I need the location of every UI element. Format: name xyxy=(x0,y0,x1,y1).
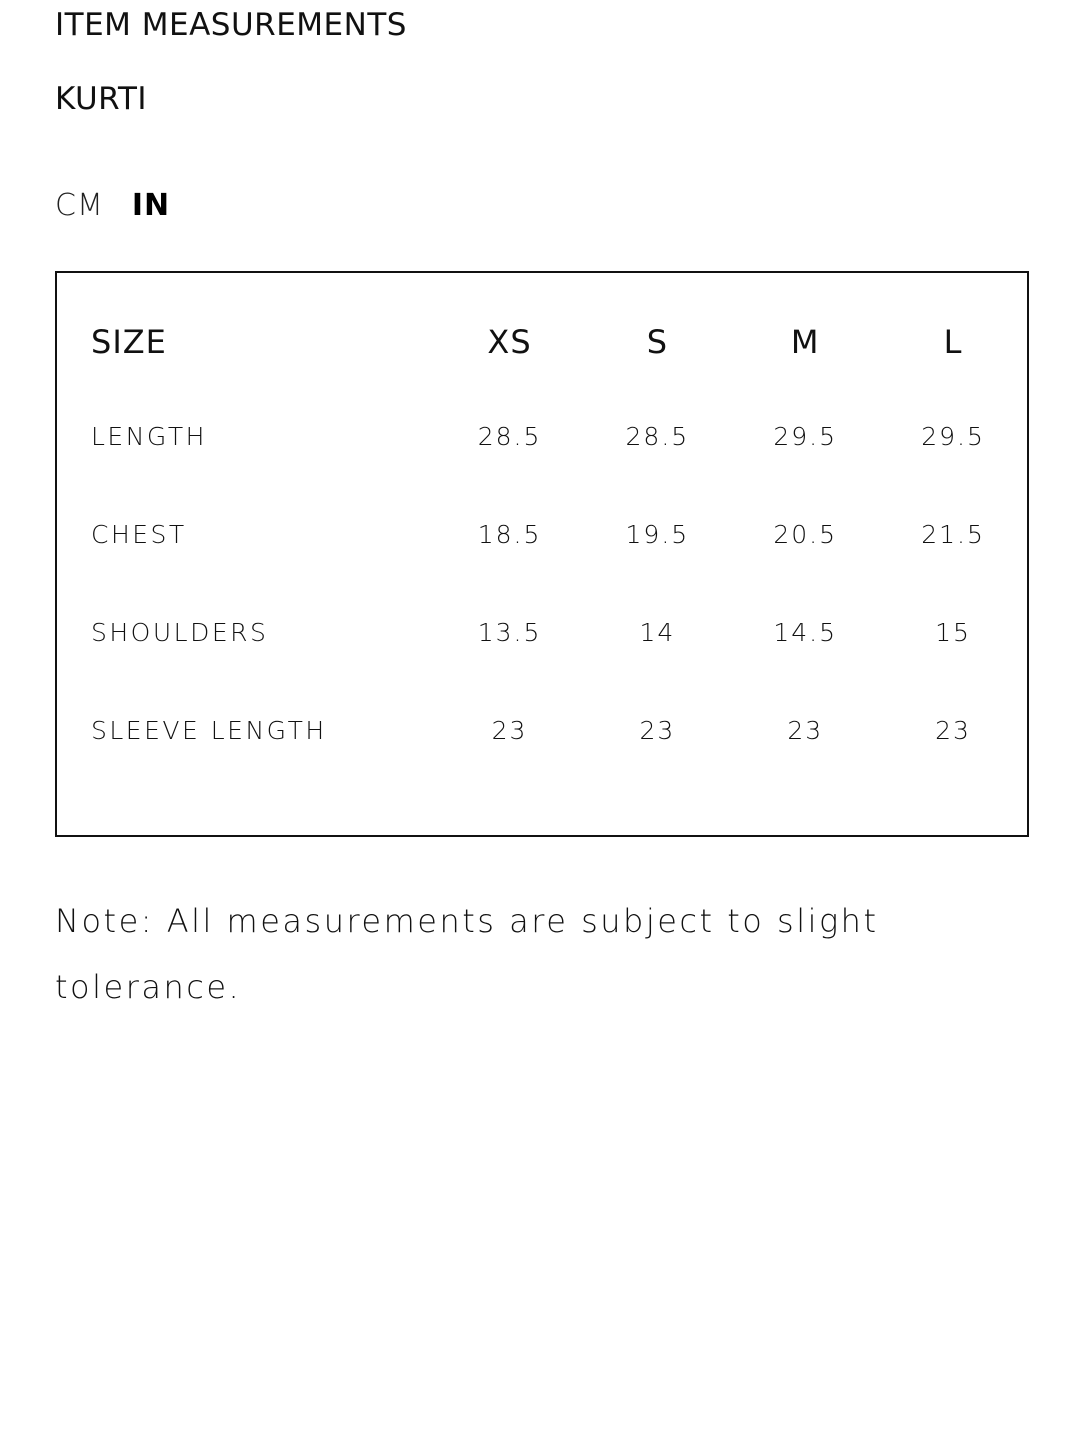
table-cell: 28.5 xyxy=(625,421,690,451)
section-title: ITEM MEASUREMENTS xyxy=(55,7,407,43)
table-cell: 19.5 xyxy=(625,519,690,549)
row-label-shoulders: SHOULDERS xyxy=(91,617,269,647)
size-table xyxy=(91,323,1027,779)
unit-cm-button[interactable]: CM xyxy=(55,188,104,223)
table-cell: 14.5 xyxy=(773,617,838,647)
table-cell: 23 xyxy=(935,715,971,745)
size-header: SIZE xyxy=(91,323,167,361)
table-cell: 23 xyxy=(491,715,528,745)
row-label-length: LENGTH xyxy=(91,421,207,451)
tolerance-note: Note: All measurements are subject to slight tolerance. xyxy=(55,902,879,1006)
unit-in-button[interactable]: IN xyxy=(131,188,171,223)
table-cell: 29.5 xyxy=(773,421,838,451)
table-cell: 20.5 xyxy=(773,519,838,549)
table-row xyxy=(91,583,1027,681)
size-chart xyxy=(55,271,1029,837)
table-cell: 28.5 xyxy=(477,421,542,451)
size-m-header: M xyxy=(790,323,820,361)
table-cell: 14 xyxy=(639,617,676,647)
size-l-header: L xyxy=(943,323,963,361)
table-cell: 15 xyxy=(935,617,971,647)
table-cell: 13.5 xyxy=(477,617,542,647)
table-cell: 21.5 xyxy=(921,519,985,549)
table-header-row xyxy=(91,323,1027,387)
size-xs-header: XS xyxy=(487,323,532,361)
table-cell: 23 xyxy=(639,715,676,745)
product-name: KURTI xyxy=(55,81,148,117)
table-cell: 29.5 xyxy=(921,421,985,451)
table-cell: 18.5 xyxy=(477,519,542,549)
table-row xyxy=(91,681,1027,779)
unit-toggle xyxy=(55,186,170,226)
table-row xyxy=(91,485,1027,583)
row-label-chest: CHEST xyxy=(91,519,187,549)
table-cell: 23 xyxy=(787,715,824,745)
size-s-header: S xyxy=(646,323,669,361)
row-label-sleeve-length: SLEEVE LENGTH xyxy=(91,715,327,745)
table-row xyxy=(91,387,1027,485)
